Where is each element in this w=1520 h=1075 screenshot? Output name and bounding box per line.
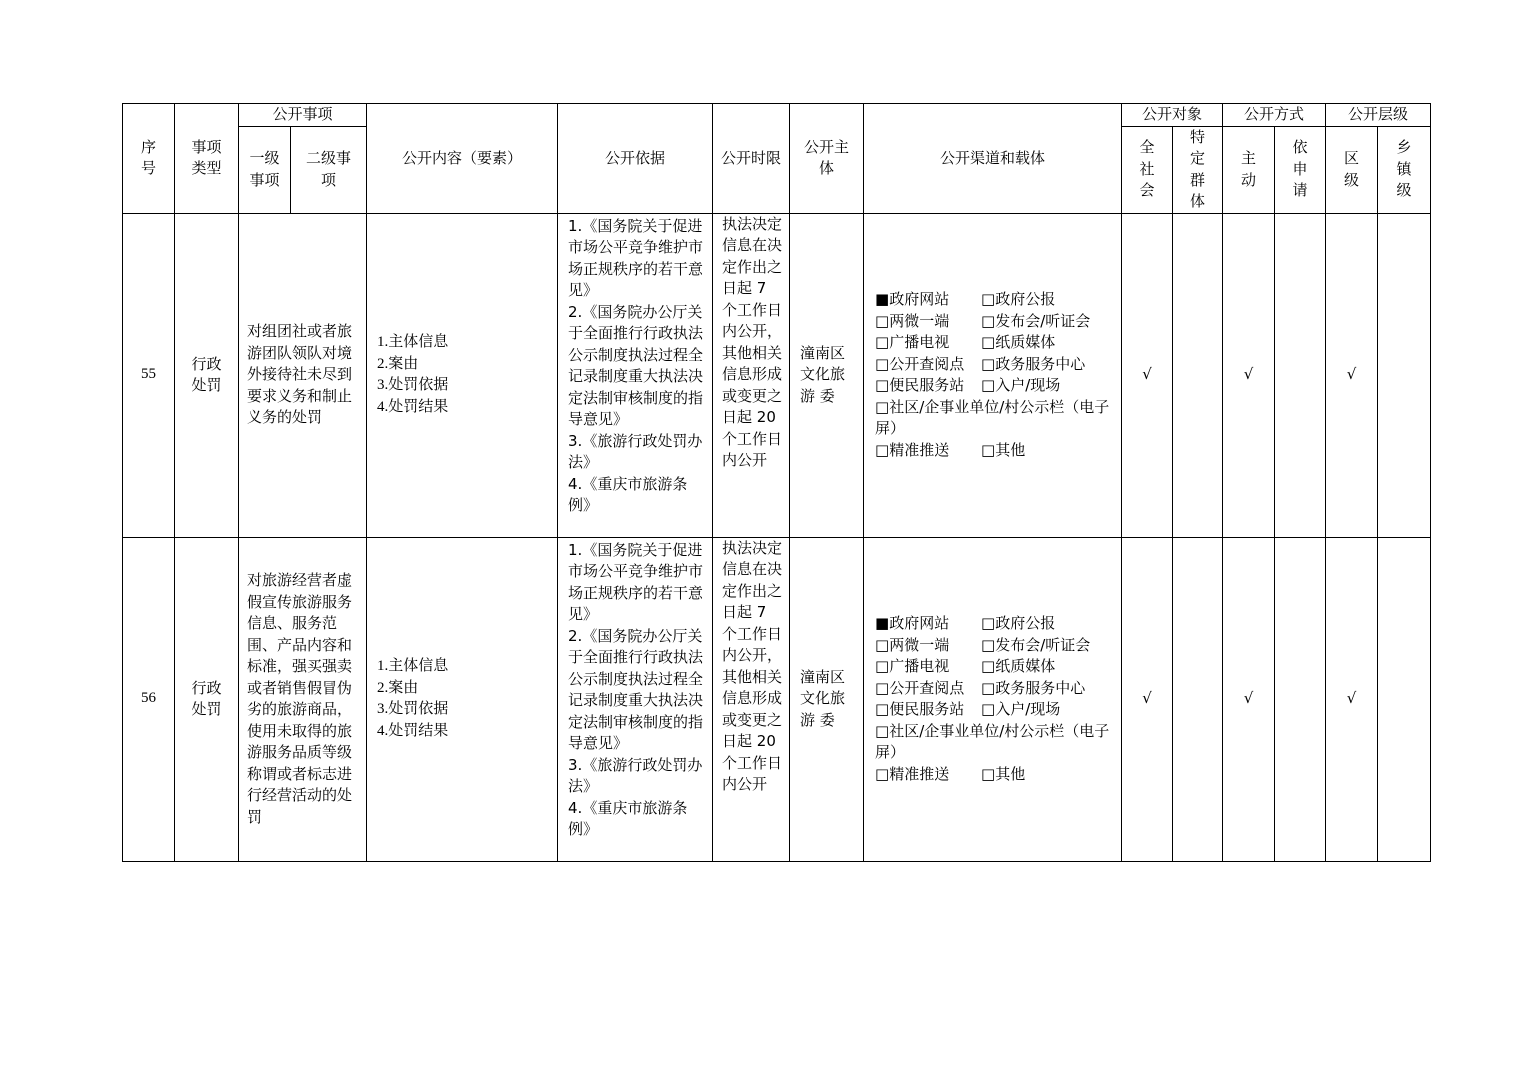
header-seq: 序号	[123, 104, 175, 214]
channel-option: □纸质媒体	[981, 657, 1056, 675]
basis-item: 2.《国务院办公厅关于全面推行行政执法公示制度执法过程全记录制度重大执法决定法制审核制度的指导意见》	[568, 626, 704, 752]
channel-list	[875, 289, 1121, 461]
basis-item: 3.《旅游行政处罚办法》	[568, 431, 703, 471]
row-item: 对组团社或者旅游团队领队对境外接待社未尽到要求义务和制止义务的处罚	[239, 213, 367, 537]
content-item: 3.处罚依据	[377, 377, 449, 393]
header-on-request: 依申请	[1275, 126, 1326, 213]
header-target-group: 公开对象	[1122, 104, 1223, 127]
content-item: 3.处罚依据	[377, 701, 449, 717]
channel-option: □其他	[981, 764, 1026, 783]
channel-option: □广播电视	[875, 657, 950, 675]
header-level2: 二级事项	[291, 126, 367, 213]
header-whole-society: 全社会	[1122, 126, 1173, 213]
header-basis: 公开依据	[558, 104, 713, 214]
header-channel: 公开渠道和载体	[864, 104, 1122, 214]
channel-option: □社区/企事业单位/村公示栏（电子屏）	[875, 397, 1110, 437]
channel-option: □入户/现场	[981, 700, 1061, 718]
basis-item: 4.《重庆市旅游条例》	[568, 798, 688, 838]
active-mark: √	[1223, 213, 1275, 537]
header-content: 公开内容（要素）	[367, 104, 558, 214]
channel-option: □发布会/听证会	[981, 635, 1091, 654]
specific-group-mark	[1173, 213, 1223, 537]
whole-society-mark: √	[1122, 213, 1173, 537]
header-deadline: 公开时限	[713, 104, 790, 214]
disclosure-table	[122, 103, 1431, 862]
content-item: 1.主体信息	[377, 658, 449, 674]
row-item: 对旅游经营者虚假宣传旅游服务信息、服务范围、产品内容和标准，强买强卖或者销售假冒伪劣的旅游商品，使用未取得的旅游服务品质等级称谓或者标志进行经营活动的处罚	[239, 537, 367, 861]
table-row	[123, 213, 1431, 537]
channel-option: □政府公报	[981, 614, 1056, 632]
basis-item: 1.《国务院关于促进市场公平竞争维护市场正规秩序的若干意见》	[568, 540, 704, 623]
township-mark	[1378, 213, 1431, 537]
row-deadline: 执法决定信息在决定作出之日起 7 个工作日内公开，其他相关信息形成或变更之日起 20 个工作日内公开	[713, 537, 790, 861]
content-item: 2.案由	[377, 355, 419, 372]
channel-option: □纸质媒体	[981, 333, 1056, 351]
row-content	[367, 213, 558, 537]
header-specific-group: 特定群体	[1173, 126, 1223, 213]
row-seq: 56	[123, 537, 175, 861]
basis-item: 3.《旅游行政处罚办法》	[568, 755, 703, 795]
on-request-mark	[1275, 213, 1326, 537]
channel-option: □广播电视	[875, 333, 950, 351]
whole-society-mark: √	[1122, 537, 1173, 861]
specific-group-mark	[1173, 537, 1223, 861]
row-deadline: 执法决定信息在决定作出之日起 7 个工作日内公开，其他相关信息形成或变更之日起 20 个工作日内公开	[713, 213, 790, 537]
header-active: 主动	[1223, 126, 1275, 213]
basis-item: 4.《重庆市旅游条例》	[568, 474, 688, 514]
header-township: 乡镇级	[1378, 126, 1431, 213]
channel-option: ■政府网站	[875, 614, 950, 632]
header-level1: 一级事项	[239, 126, 291, 213]
header-mode-group: 公开方式	[1223, 104, 1326, 127]
row-subject: 潼南区文化旅游 委	[790, 537, 864, 861]
content-item: 2.案由	[377, 679, 419, 696]
header-level-group: 公开层级	[1326, 104, 1431, 127]
header-district: 区级	[1326, 126, 1378, 213]
row-seq: 55	[123, 213, 175, 537]
header-items-group: 公开事项	[239, 104, 367, 127]
district-mark: √	[1326, 213, 1378, 537]
header-type: 事项类型	[175, 104, 239, 214]
channel-option: □便民服务站	[875, 700, 965, 718]
row-subject: 潼南区文化旅游 委	[790, 213, 864, 537]
row-type: 行政处罚	[175, 537, 239, 861]
header-row-1	[123, 104, 1431, 127]
header-subject: 公开主体	[790, 104, 864, 214]
content-item: 1.主体信息	[377, 334, 449, 350]
channel-option: □两微一端	[875, 311, 950, 330]
content-item: 4.处罚结果	[377, 398, 449, 415]
channel-option: □便民服务站	[875, 376, 965, 394]
basis-item: 1.《国务院关于促进市场公平竞争维护市场正规秩序的若干意见》	[568, 216, 704, 299]
row-content	[367, 537, 558, 861]
table-row	[123, 537, 1431, 861]
channel-list	[875, 613, 1121, 785]
channel-option: □政府公报	[981, 290, 1056, 308]
district-mark: √	[1326, 537, 1378, 861]
row-basis	[558, 537, 713, 861]
channel-option: □精准推送	[875, 440, 950, 459]
channel-option: □精准推送	[875, 764, 950, 783]
channel-option: □政务服务中心	[981, 678, 1086, 697]
row-basis	[558, 213, 713, 537]
on-request-mark	[1275, 537, 1326, 861]
row-channels	[864, 537, 1122, 861]
channel-option: □入户/现场	[981, 376, 1061, 394]
channel-option: □政务服务中心	[981, 354, 1086, 373]
channel-option: □公开查阅点	[875, 354, 965, 373]
township-mark	[1378, 537, 1431, 861]
channel-option: ■政府网站	[875, 290, 950, 308]
content-item: 4.处罚结果	[377, 722, 449, 739]
channel-option: □公开查阅点	[875, 678, 965, 697]
active-mark: √	[1223, 537, 1275, 861]
row-channels	[864, 213, 1122, 537]
channel-option: □其他	[981, 440, 1026, 459]
channel-option: □两微一端	[875, 635, 950, 654]
channel-option: □发布会/听证会	[981, 311, 1091, 330]
basis-item: 2.《国务院办公厅关于全面推行行政执法公示制度执法过程全记录制度重大执法决定法制审核制度的指导意见》	[568, 302, 704, 428]
row-type: 行政处罚	[175, 213, 239, 537]
channel-option: □社区/企事业单位/村公示栏（电子屏）	[875, 721, 1110, 761]
